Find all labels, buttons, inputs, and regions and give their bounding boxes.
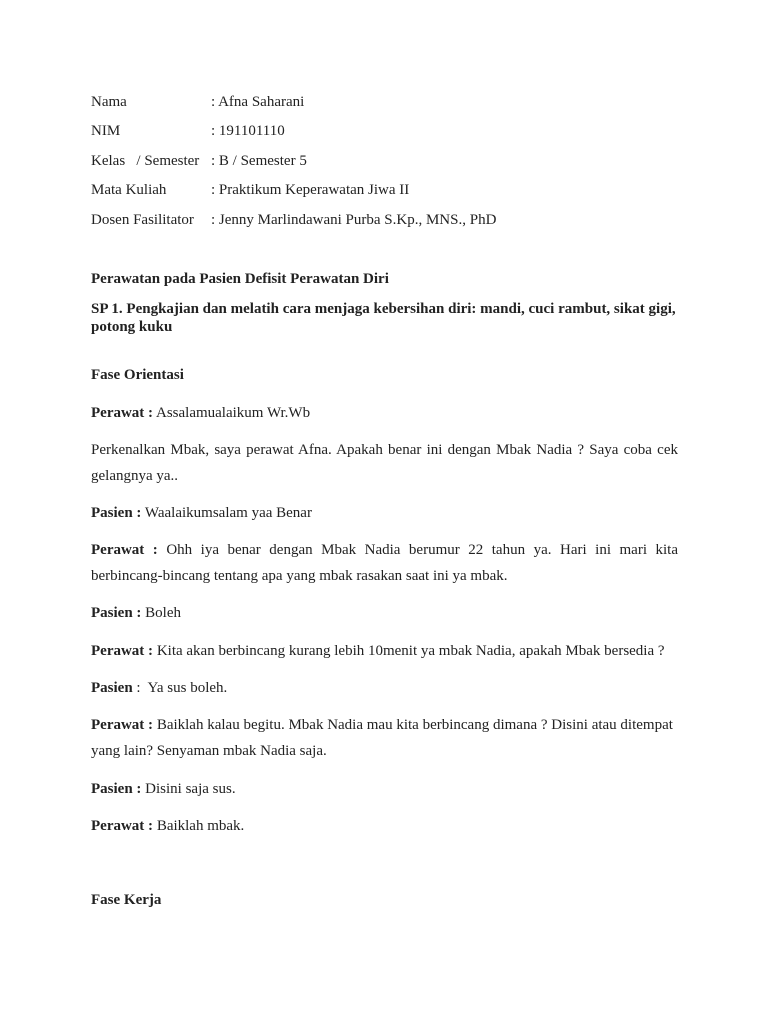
dialogue-text: Baiklah kalau begitu. Mbak Nadia mau kita berbincang dimana ? Disini atau ditempat yang lain? Senyaman mbak Nadia saja. (91, 717, 673, 759)
dialogue-text: Disini saja sus. (141, 781, 236, 797)
info-row-dosen (91, 209, 678, 231)
sp-title: SP 1. Pengkajian dan melatih cara menjaga kebersihan diri: mandi, cuci rambut, sikat gigi, potong kuku (91, 301, 676, 335)
dialogue-line (91, 537, 678, 589)
speaker-label: Pasien : (91, 605, 142, 621)
info-label: NIM (91, 123, 121, 139)
info-row-mata-kuliah (91, 179, 678, 201)
section-heading-fase-kerja: Fase Kerja (91, 892, 162, 908)
dialogue-line (91, 776, 678, 802)
info-value: : Afna Saharani (211, 94, 305, 110)
section-heading-fase-orientasi: Fase Orientasi (91, 367, 184, 383)
speaker-label: Perawat : (91, 643, 154, 659)
info-row-kelas (91, 150, 678, 172)
info-row-nim (91, 120, 678, 142)
speaker-label: Perawat : (91, 717, 154, 733)
info-value: : 191101110 (211, 123, 285, 139)
dialogue-line (91, 712, 678, 764)
dialogue-text: Ohh iya benar dengan Mbak Nadia berumur 22 tahun ya. Hari ini mari kita berbincang-bincang tentang apa yang mbak rasakan saat ini ya mbak. (91, 542, 678, 584)
dialogue-text: : Ya sus boleh. (132, 680, 228, 696)
speaker-label: Perawat : (91, 542, 158, 558)
dialogue-line (91, 437, 678, 489)
dialogue-text: Assalamualaikum Wr.Wb (153, 405, 311, 421)
info-value: : Jenny Marlindawani Purba S.Kp., MNS., PhD (211, 212, 497, 228)
info-label: Kelas / Semester (91, 153, 200, 169)
info-row-nama (91, 91, 678, 113)
dialogue-line (91, 400, 678, 426)
speaker-label: Pasien : (91, 505, 142, 521)
info-label: Mata Kuliah (91, 182, 167, 198)
speaker-label: Perawat : (91, 818, 154, 834)
speaker-label: Pasien (91, 680, 133, 696)
document-title: Perawatan pada Pasien Defisit Perawatan Diri (91, 271, 389, 287)
dialogue-line (91, 638, 678, 664)
dialogue-text: Waalaikumsalam yaa Benar (141, 505, 312, 521)
info-label: Dosen Fasilitator (91, 212, 194, 228)
dialogue-text: Perkenalkan Mbak, saya perawat Afna. Apakah benar ini dengan Mbak Nadia ? Saya coba cek gelangnya ya.. (91, 442, 678, 484)
dialogue-line (91, 600, 678, 626)
dialogue-text: Baiklah mbak. (153, 818, 245, 834)
speaker-label: Pasien : (91, 781, 142, 797)
dialogue-text: Kita akan berbincang kurang lebih 10menit ya mbak Nadia, apakah Mbak bersedia ? (153, 643, 665, 659)
speaker-label: Perawat : (91, 405, 154, 421)
dialogue-line (91, 813, 678, 839)
info-label: Nama (91, 94, 127, 110)
info-value: : B / Semester 5 (211, 153, 307, 169)
dialogue-line (91, 500, 678, 526)
info-value: : Praktikum Keperawatan Jiwa II (211, 182, 410, 198)
dialogue-text: Boleh (141, 605, 182, 621)
dialogue-line (91, 675, 678, 701)
